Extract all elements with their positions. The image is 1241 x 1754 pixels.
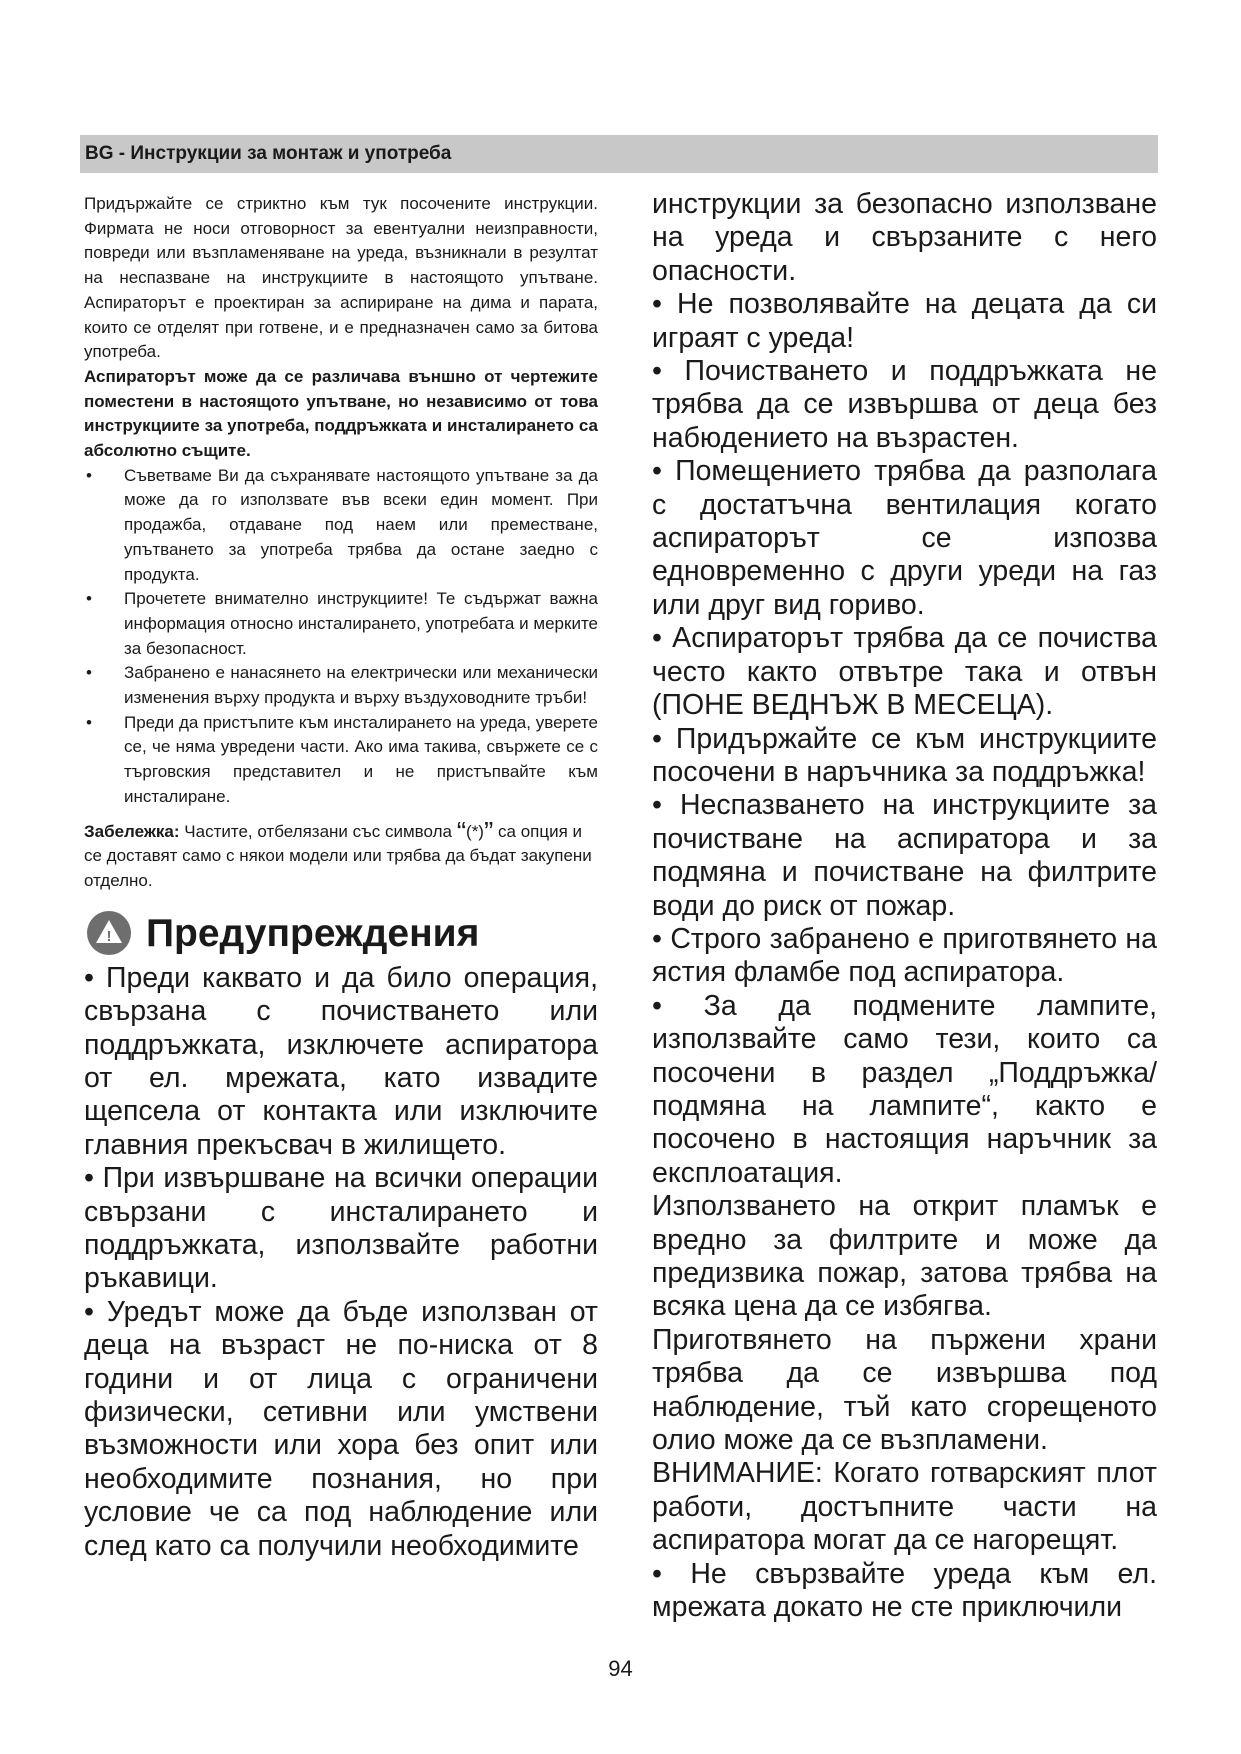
- warning-paragraph: • Строго забранено е приготвянето на ястия фламбе под аспиратора.: [652, 922, 1157, 989]
- warning-icon-glyph: !: [106, 927, 112, 945]
- list-item: • Преди да пристъпите към инсталирането на уреда, уверете се, че няма увредени части. Ако има такива, свържете се с търговския представител и не пристъпвайте към инсталиране.: [84, 711, 598, 810]
- warning-paragraph: • Уредът може да бъде използван от деца на възраст не по-ниска от 8 години и от лица с ограничени физически, сетивни или умствени възможности или хора без опит или необходимите познания, но при условие че са под наблюдение или след като са получили необходимите: [84, 1295, 598, 1562]
- warning-paragraph: • Не позволявайте на децата да си играят с уреда!: [652, 288, 1157, 354]
- warnings-heading: [84, 908, 598, 964]
- list-item: • Съветваме Ви да съхранявате настоящото упътване за да може да го използвате във всеки един момент. При продажба, отдаване под наем или преместване, упътването за употреба трябва да остане заедно с продукта.: [84, 464, 598, 588]
- warning-icon: [86, 910, 132, 956]
- header-bar: [80, 135, 1158, 173]
- page-number: 94: [608, 1656, 633, 1681]
- warning-paragraph: • Почистването и поддръжката не трябва да се извършва от деца без набюдението на възрастен.: [652, 355, 1157, 454]
- header-title: BG - Инструкции за монтаж и употреба: [85, 143, 452, 164]
- note-paragraph: [84, 815, 598, 894]
- list-item: • Прочетете внимателно инструкциите! Те съдържат важна информация относно инсталирането, употребата и мерките за безопасност.: [84, 587, 598, 661]
- note-text-after: са опция и се доставят само с някои модели или трябва да бъдат закупени отделно.: [84, 821, 592, 890]
- warning-paragraph: • За да подмените лампите, използвайте само тези, които са посочени в раздел „Поддръжка/подмяна на лампите“, както е посочено в настоящия наръчник за експлоатация.: [652, 989, 1157, 1189]
- warning-paragraph: • Придържайте се към инструкциите посочени в наръчника за поддръжка!: [652, 722, 1157, 788]
- intro-bold-paragraph: Аспираторът може да се различава външно от чертежите поместени в настоящото упътване, но независимо от това инструкциите за употреба, поддръжката и инсталирането са абсолютно същите.: [84, 366, 598, 461]
- right-column: [652, 188, 1157, 1624]
- note-symbol-close: ”: [483, 815, 494, 847]
- warnings-title: Предупреждения: [146, 911, 480, 955]
- warning-paragraph: • Преди каквато и да било операция, свързана с почистването или поддръжката, изключете аспиратора от ел. мрежата, като извадите щепсела от контакта или изключите главния прекъсвач в жилището.: [84, 961, 598, 1161]
- warning-paragraph: Приготвянето на пържени храни трябва да се извършва под наблюдение, тъй като сгорещеното олио може да се възпламени.: [652, 1323, 1157, 1457]
- warning-paragraph: ВНИМАНИЕ: Когато готварският плот работи, достъпните части на аспиратора могат да се нагорещят.: [652, 1457, 1157, 1557]
- warning-paragraph: инструкции за безопасно използване на уреда и свързаните с него опасности.: [652, 188, 1157, 287]
- list-item: • Забранено е нанасянето на електрически или механически изменения върху продукта и върху въздуховодните тръби!: [84, 661, 598, 710]
- warning-paragraph: • Не свързвайте уреда към ел. мрежата докато не сте приключили: [652, 1557, 1157, 1624]
- note-label: Забележка:: [84, 821, 180, 841]
- note-symbol: (*): [466, 821, 484, 841]
- note-text-before: Частите, отбелязани със символа: [184, 821, 452, 841]
- intro-paragraph: Придържайте се стриктно към тук посочените инструкции. Фирмата не носи отговорност за евентуални неизправности, повреди или възпламеняване на уреда, възникнали в резултат на неспазване на инструкциите в настоящото упътване. Аспираторът е проектиран за аспириране на дима и парата, които се отделят при готвене, и е предназначен само за битова употреба.: [84, 194, 598, 362]
- note-symbol-open: “: [456, 815, 467, 847]
- left-column: [84, 192, 598, 1563]
- warning-paragraph: • При извършване на всички операции свързани с инсталирането и поддръжката, използвайте работни ръкавици.: [84, 1162, 598, 1295]
- warning-paragraph: Използването на открит пламък е вредно за филтрите и може да предизвика пожар, затова трябва на всяка цена да се избягва.: [652, 1190, 1157, 1323]
- warning-paragraph: • Аспираторът трябва да се почиства често както отвътре така и отвън (ПОНЕ ВЕДНЪЖ В МЕСЕЦА).: [652, 622, 1157, 722]
- warning-paragraph: • Неспазването на инструкциите за почистване на аспиратора и за подмяна и почистване на филтрите води до риск от пожар.: [652, 789, 1157, 922]
- instruction-bullets: [84, 464, 598, 810]
- warning-paragraph: • Помещението трябва да разполага с достатъчна вентилация когато аспираторът се изпозва едновременно с други уреди на газ или друг вид гориво.: [652, 455, 1157, 621]
